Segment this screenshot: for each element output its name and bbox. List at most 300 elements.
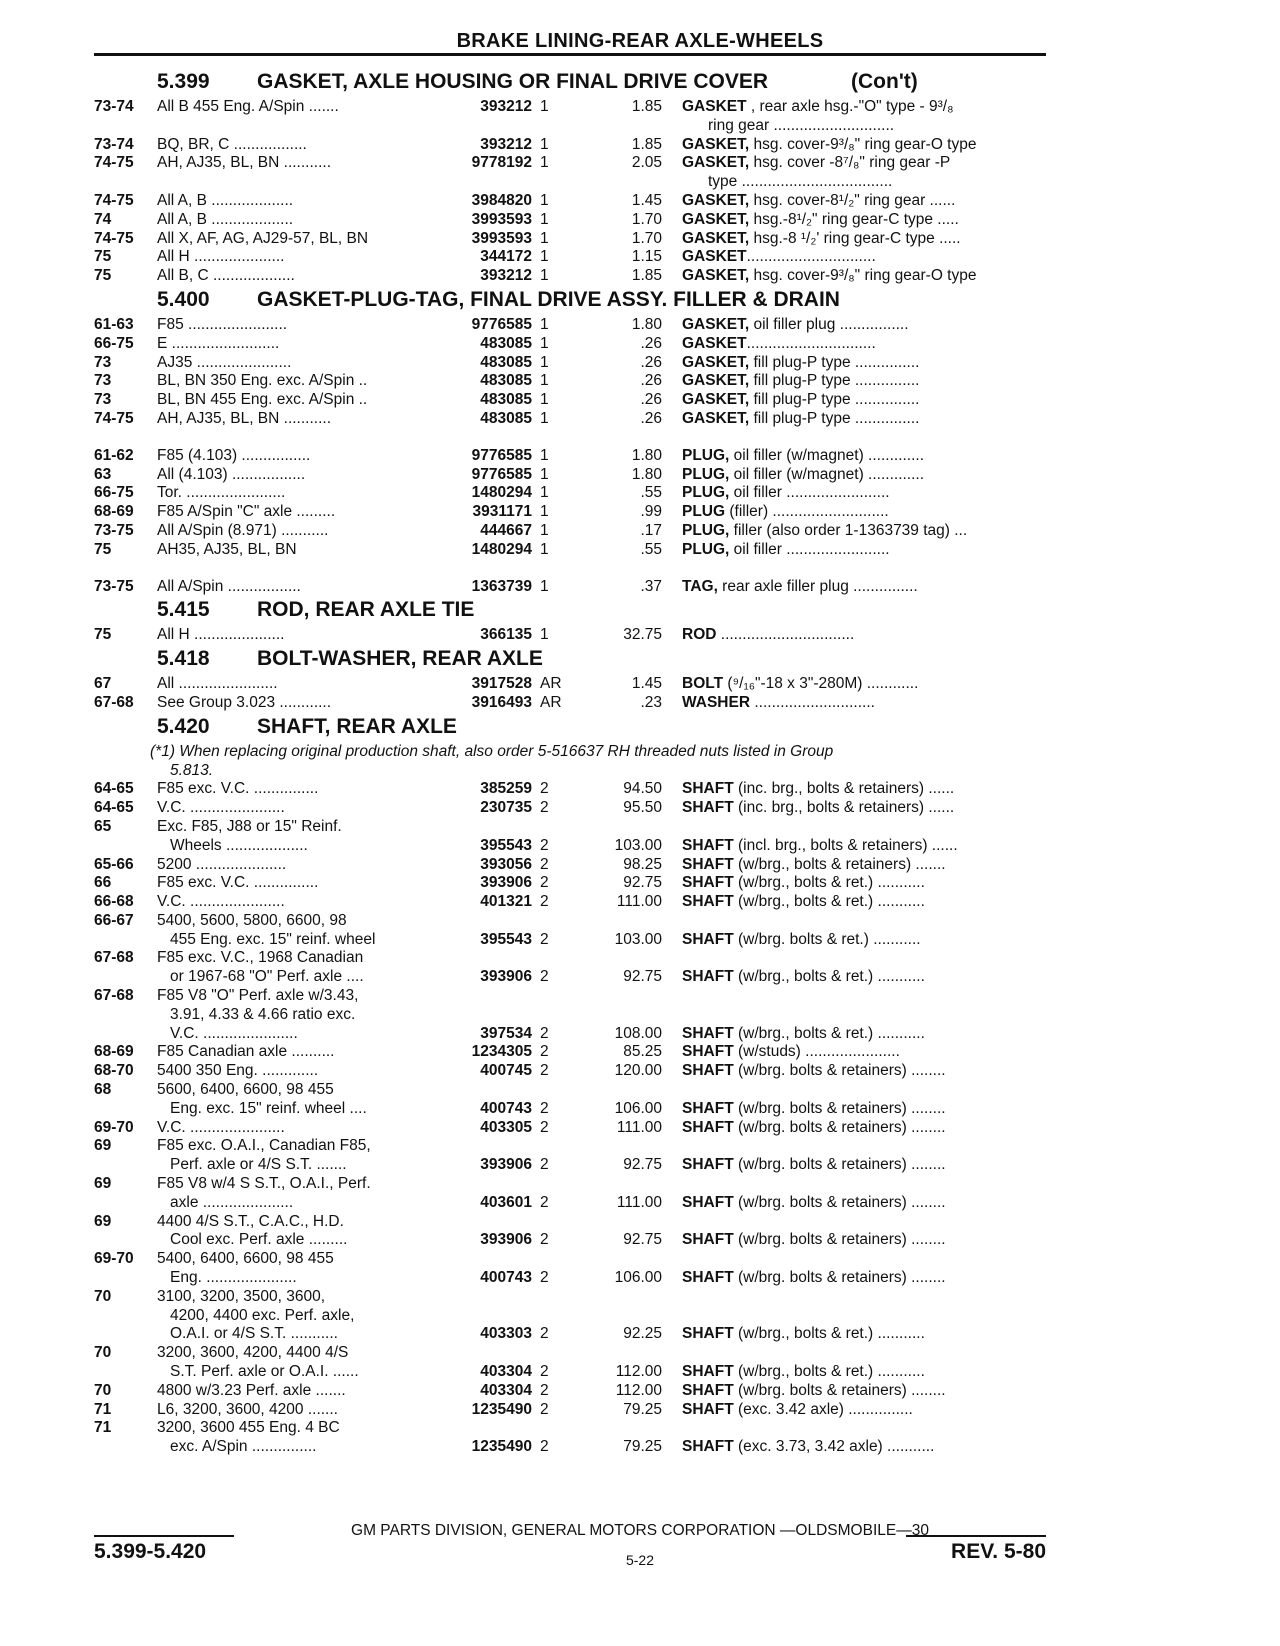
row-line bbox=[0, 1006, 1280, 1025]
application: F85 (4.103) ................ bbox=[157, 446, 311, 464]
row-line bbox=[0, 1269, 1280, 1288]
part-row bbox=[0, 987, 1280, 1043]
part-row bbox=[0, 1288, 1280, 1344]
description bbox=[682, 1119, 1046, 1138]
row-line bbox=[0, 466, 1280, 485]
application: 4200, 4400 exc. Perf. axle, bbox=[170, 1306, 355, 1324]
description-text: oil filler ........................ bbox=[729, 540, 890, 558]
price: 1.80 bbox=[631, 446, 662, 464]
description bbox=[682, 1269, 1046, 1288]
row-line bbox=[0, 117, 1280, 136]
part-row bbox=[0, 799, 1280, 818]
application: 5400 350 Eng. ............. bbox=[157, 1062, 319, 1080]
application: All A, B ................... bbox=[157, 191, 294, 209]
part-row bbox=[0, 211, 1280, 230]
part-name: SHAFT bbox=[682, 930, 734, 948]
footer-revision: REV. 5-80 bbox=[951, 1540, 1046, 1563]
part-row bbox=[0, 522, 1280, 541]
year-range: 71 bbox=[94, 1400, 112, 1418]
description-text: (w/brg. bolts & retainers) ........ bbox=[733, 1156, 946, 1174]
quantity: 1 bbox=[540, 267, 549, 285]
part-name: GASKET, bbox=[682, 210, 750, 228]
part-name: SHAFT bbox=[682, 1269, 734, 1287]
part-row bbox=[0, 136, 1280, 155]
row-line bbox=[0, 987, 1280, 1006]
application: axle ..................... bbox=[170, 1193, 294, 1211]
description bbox=[682, 1231, 1046, 1250]
part-row bbox=[0, 372, 1280, 391]
part-number: 444667 bbox=[480, 521, 532, 539]
part-number: 483085 bbox=[480, 353, 532, 371]
price: .37 bbox=[640, 577, 662, 595]
part-row bbox=[0, 1401, 1280, 1420]
application: 5200 ..................... bbox=[157, 855, 287, 873]
quantity: 1 bbox=[540, 154, 549, 172]
row-line bbox=[0, 626, 1280, 645]
description-text: fill plug-P type ............... bbox=[749, 372, 920, 390]
part-row bbox=[0, 98, 1280, 136]
part-number: 403305 bbox=[480, 1118, 532, 1136]
part-name: GASKET, bbox=[682, 391, 750, 409]
part-row bbox=[0, 1175, 1280, 1213]
year-range: 71 bbox=[94, 1419, 112, 1437]
application: 3100, 3200, 3500, 3600, bbox=[157, 1287, 326, 1305]
description-text: (filler) ........................... bbox=[725, 503, 889, 521]
price: 106.00 bbox=[614, 1099, 662, 1117]
description-text: (w/brg., bolts & ret.) ........... bbox=[733, 1363, 925, 1381]
year-range: 70 bbox=[94, 1344, 112, 1362]
part-row bbox=[0, 675, 1280, 694]
price: 112.00 bbox=[615, 1363, 662, 1381]
description bbox=[682, 354, 1046, 373]
application: Wheels ................... bbox=[170, 836, 308, 854]
description bbox=[682, 503, 1046, 522]
part-row bbox=[0, 267, 1280, 286]
year-range: 67-68 bbox=[94, 949, 134, 967]
description bbox=[682, 230, 1046, 249]
quantity: 1 bbox=[540, 210, 549, 228]
description bbox=[682, 1194, 1046, 1213]
price: 103.00 bbox=[614, 930, 662, 948]
part-name: ROD bbox=[682, 626, 717, 644]
part-row bbox=[0, 447, 1280, 466]
price: 92.75 bbox=[623, 874, 662, 892]
part-number: 1235490 bbox=[471, 1400, 532, 1418]
description-text: hsg. cover-9³/₈" ring gear-O type bbox=[749, 135, 977, 153]
part-number: 1480294 bbox=[471, 540, 532, 558]
part-name: PLUG, bbox=[682, 446, 730, 464]
application: L6, 3200, 3600, 4200 ....... bbox=[157, 1400, 338, 1418]
application: V.C. ...................... bbox=[157, 1118, 285, 1136]
part-name: BOLT bbox=[682, 675, 724, 693]
part-number: 3931171 bbox=[472, 503, 532, 521]
part-name: PLUG bbox=[682, 503, 726, 521]
description bbox=[682, 578, 1046, 597]
part-number: 483085 bbox=[480, 334, 532, 352]
quantity: 2 bbox=[540, 799, 549, 817]
price: 92.25 bbox=[623, 1325, 662, 1343]
part-number: 403303 bbox=[480, 1325, 532, 1343]
description-text: (w/brg., bolts & ret.) ........... bbox=[733, 893, 925, 911]
row-line bbox=[0, 837, 1280, 856]
description bbox=[682, 484, 1046, 503]
quantity: 1 bbox=[540, 391, 549, 409]
part-row bbox=[0, 1382, 1280, 1401]
price: 92.75 bbox=[623, 968, 662, 986]
year-range: 69 bbox=[94, 1137, 112, 1155]
price: 1.15 bbox=[631, 248, 662, 266]
description-text: hsg.-8¹/₂" ring gear-C type ..... bbox=[749, 210, 959, 228]
year-range: 74-75 bbox=[94, 191, 134, 209]
row-line bbox=[0, 211, 1280, 230]
row-line bbox=[0, 1382, 1280, 1401]
row-line bbox=[0, 335, 1280, 354]
part-number: 3917528 bbox=[471, 675, 532, 693]
description bbox=[682, 893, 1046, 912]
row-line bbox=[0, 1119, 1280, 1138]
part-name: SHAFT bbox=[682, 1381, 734, 1399]
application: See Group 3.023 ............ bbox=[157, 693, 332, 711]
price: 1.80 bbox=[631, 315, 662, 333]
row-line bbox=[0, 675, 1280, 694]
description-text: fill plug-P type ............... bbox=[749, 409, 920, 427]
year-range: 66 bbox=[94, 874, 112, 892]
price: 1.45 bbox=[631, 191, 662, 209]
application: 3200, 3600 455 Eng. 4 BC bbox=[157, 1419, 340, 1437]
quantity: 1 bbox=[540, 503, 549, 521]
part-number: 395543 bbox=[480, 836, 532, 854]
description-text: ............................... bbox=[716, 626, 855, 644]
row-line bbox=[0, 1194, 1280, 1213]
row-line bbox=[0, 856, 1280, 875]
price: 1.85 bbox=[631, 98, 662, 115]
year-range: 69 bbox=[94, 1175, 112, 1193]
price: 32.75 bbox=[623, 626, 662, 644]
description bbox=[682, 248, 1046, 267]
quantity: 1 bbox=[540, 334, 549, 352]
part-row bbox=[0, 1062, 1280, 1081]
row-line bbox=[0, 354, 1280, 373]
quantity: 1 bbox=[540, 540, 549, 558]
part-row bbox=[0, 874, 1280, 893]
section-header bbox=[0, 286, 1280, 316]
description bbox=[682, 675, 1046, 694]
part-number: 1234305 bbox=[471, 1043, 532, 1061]
row-line bbox=[0, 316, 1280, 335]
section-title: BOLT-WASHER, REAR AXLE bbox=[257, 647, 543, 671]
description-text: (exc. 3.73, 3.42 axle) ........... bbox=[733, 1438, 935, 1456]
row-line bbox=[0, 893, 1280, 912]
row-line bbox=[0, 136, 1280, 155]
part-row bbox=[0, 1419, 1280, 1457]
description bbox=[682, 316, 1046, 335]
description-text: oil filler (w/magnet) ............. bbox=[729, 446, 925, 464]
description bbox=[682, 391, 1046, 410]
year-range: 70 bbox=[94, 1287, 112, 1305]
application: F85 Canadian axle .......... bbox=[157, 1043, 335, 1061]
year-range: 73 bbox=[94, 372, 112, 390]
part-number: 230735 bbox=[480, 799, 532, 817]
description bbox=[682, 968, 1046, 987]
part-row bbox=[0, 578, 1280, 597]
row-line bbox=[0, 1288, 1280, 1307]
part-row bbox=[0, 230, 1280, 249]
part-number: 400743 bbox=[480, 1269, 532, 1287]
price: .26 bbox=[640, 409, 662, 427]
row-line bbox=[0, 1363, 1280, 1382]
part-number: 483085 bbox=[480, 409, 532, 427]
quantity: 2 bbox=[540, 1325, 549, 1343]
part-number: 483085 bbox=[480, 391, 532, 409]
year-range: 68-69 bbox=[94, 1043, 134, 1061]
part-row bbox=[0, 1043, 1280, 1062]
description bbox=[682, 799, 1046, 818]
application: F85 exc. V.C. ............... bbox=[157, 780, 319, 798]
description-text: filler (also order 1-1363739 tag) ... bbox=[729, 521, 968, 539]
row-line bbox=[0, 1081, 1280, 1100]
section-title: GASKET, AXLE HOUSING OR FINAL DRIVE COVER bbox=[257, 70, 769, 93]
row-line bbox=[0, 931, 1280, 950]
description-text: (w/brg., bolts & ret.) ........... bbox=[733, 1325, 925, 1343]
price: 112.00 bbox=[615, 1381, 662, 1399]
description-text: rear axle filler plug ............... bbox=[717, 577, 918, 595]
description-text: fill plug-P type ............... bbox=[749, 353, 920, 371]
quantity: 2 bbox=[540, 1156, 549, 1174]
part-name: SHAFT bbox=[682, 1099, 734, 1117]
description-text: (w/brg. bolts & retainers) ........ bbox=[733, 1193, 946, 1211]
description-text: (inc. brg., bolts & retainers) ...... bbox=[733, 780, 955, 798]
quantity: 2 bbox=[540, 1231, 549, 1249]
row-line bbox=[0, 1137, 1280, 1156]
part-row bbox=[0, 410, 1280, 429]
description bbox=[682, 410, 1046, 429]
quantity: 2 bbox=[540, 1193, 549, 1211]
row-line bbox=[0, 578, 1280, 597]
price: .26 bbox=[640, 334, 662, 352]
description-text: (inc. brg., bolts & retainers) ...... bbox=[733, 799, 955, 817]
section-header bbox=[0, 713, 1280, 743]
quantity: 2 bbox=[540, 780, 549, 798]
part-row bbox=[0, 354, 1280, 373]
application: F85 ....................... bbox=[157, 315, 288, 333]
row-line bbox=[0, 98, 1280, 117]
row-line bbox=[0, 447, 1280, 466]
description-text: (w/brg. bolts & retainers) ........ bbox=[733, 1118, 946, 1136]
description bbox=[682, 1156, 1046, 1175]
quantity: 1 bbox=[540, 353, 549, 371]
part-name: GASKET bbox=[682, 334, 747, 352]
quantity: 2 bbox=[540, 1363, 549, 1381]
part-number: 9776585 bbox=[471, 465, 532, 483]
part-row bbox=[0, 466, 1280, 485]
application: 455 Eng. exc. 15" reinf. wheel bbox=[170, 930, 376, 948]
part-row bbox=[0, 192, 1280, 211]
part-number: 9776585 bbox=[471, 446, 532, 464]
part-name: GASKET, bbox=[682, 267, 750, 285]
price: 1.85 bbox=[631, 135, 662, 153]
part-row bbox=[0, 391, 1280, 410]
part-row bbox=[0, 1344, 1280, 1382]
row-line bbox=[0, 1401, 1280, 1420]
part-row bbox=[0, 154, 1280, 192]
price: 1.80 bbox=[631, 465, 662, 483]
part-number: 393906 bbox=[480, 1231, 532, 1249]
description-text: (w/brg. bolts & retainers) ........ bbox=[733, 1269, 946, 1287]
part-name: GASKET, bbox=[682, 154, 750, 172]
application: All B 455 Eng. A/Spin ....... bbox=[157, 98, 339, 115]
part-number: 393212 bbox=[480, 267, 532, 285]
description-text: oil filler plug ................ bbox=[749, 315, 909, 333]
year-range: 73-74 bbox=[94, 135, 134, 153]
description-text: hsg.-8 ¹/₂' ring gear-C type ..... bbox=[749, 229, 961, 247]
quantity: 1 bbox=[540, 135, 549, 153]
part-name: GASKET, bbox=[682, 135, 750, 153]
row-line bbox=[0, 410, 1280, 429]
part-row bbox=[0, 626, 1280, 645]
application: or 1967-68 "O" Perf. axle .... bbox=[170, 968, 364, 986]
section-title: SHAFT, REAR AXLE bbox=[257, 714, 457, 738]
description-text: (w/brg. bolts & retainers) ........ bbox=[733, 1099, 946, 1117]
row-line bbox=[0, 1325, 1280, 1344]
description bbox=[682, 154, 1046, 173]
part-number: 393906 bbox=[480, 1156, 532, 1174]
quantity: 2 bbox=[540, 1438, 549, 1456]
application: F85 exc. V.C. ............... bbox=[157, 874, 319, 892]
part-number: 400745 bbox=[480, 1062, 532, 1080]
year-range: 75 bbox=[94, 626, 112, 644]
application: All H ..................... bbox=[157, 248, 285, 266]
part-number: 395543 bbox=[480, 930, 532, 948]
part-row bbox=[0, 248, 1280, 267]
description bbox=[682, 626, 1046, 645]
application: Perf. axle or 4/S S.T. ....... bbox=[170, 1156, 347, 1174]
part-name: GASKET, bbox=[682, 229, 750, 247]
price: 111.00 bbox=[616, 1193, 662, 1211]
section-title: ROD, REAR AXLE TIE bbox=[257, 598, 475, 622]
price: 111.00 bbox=[616, 1118, 662, 1136]
year-range: 69-70 bbox=[94, 1118, 134, 1136]
application: V.C. ...................... bbox=[157, 799, 285, 817]
year-range: 68-70 bbox=[94, 1062, 134, 1080]
application: O.A.I. or 4/S S.T. ........... bbox=[170, 1325, 338, 1343]
application: All B, C ................... bbox=[157, 267, 295, 285]
description-text: (exc. 3.42 axle) ............... bbox=[733, 1400, 913, 1418]
part-name: GASKET, bbox=[682, 409, 750, 427]
row-line bbox=[0, 912, 1280, 931]
part-name: PLUG, bbox=[682, 484, 730, 502]
part-row bbox=[0, 1213, 1280, 1251]
application: 3.91, 4.33 & 4.66 ratio exc. bbox=[170, 1005, 356, 1023]
application: S.T. Perf. axle or O.A.I. ...... bbox=[170, 1363, 359, 1381]
application: All A, B ................... bbox=[157, 210, 294, 228]
row-line bbox=[0, 1156, 1280, 1175]
application: AH, AJ35, BL, BN ........... bbox=[157, 409, 332, 427]
year-range: 74-75 bbox=[94, 409, 134, 427]
description bbox=[682, 136, 1046, 155]
description-text: hsg. cover-9³/₈" ring gear-O type bbox=[749, 267, 977, 285]
row-line bbox=[0, 799, 1280, 818]
description-text: .............................. bbox=[746, 248, 876, 266]
application: BL, BN 455 Eng. exc. A/Spin .. bbox=[157, 391, 368, 409]
part-number: 403601 bbox=[480, 1193, 532, 1211]
price: .23 bbox=[640, 693, 662, 711]
application: Eng. ..................... bbox=[170, 1269, 297, 1287]
description-text: (⁹/₁₆"-18 x 3"-280M) ............ bbox=[723, 675, 919, 693]
description-text: oil filler ........................ bbox=[729, 484, 890, 502]
price: .55 bbox=[640, 540, 662, 558]
description bbox=[682, 1100, 1046, 1119]
row-line bbox=[0, 949, 1280, 968]
quantity: 2 bbox=[540, 930, 549, 948]
row-line bbox=[0, 1250, 1280, 1269]
description-continued: ring gear ............................ bbox=[708, 116, 895, 134]
quantity: 2 bbox=[540, 874, 549, 892]
part-name: SHAFT bbox=[682, 1118, 734, 1136]
application: F85 A/Spin "C" axle ......... bbox=[157, 503, 336, 521]
row-line bbox=[0, 541, 1280, 560]
part-number: 400743 bbox=[480, 1099, 532, 1117]
row-line bbox=[0, 694, 1280, 713]
year-range: 74-75 bbox=[94, 229, 134, 247]
section-number: 5.420 bbox=[157, 714, 210, 738]
year-range: 68 bbox=[94, 1081, 112, 1099]
application: Eng. exc. 15" reinf. wheel .... bbox=[170, 1099, 367, 1117]
description-text: hsg. cover -8⁷/₈" ring gear -P bbox=[749, 154, 951, 172]
part-number: 403304 bbox=[480, 1381, 532, 1399]
note-line bbox=[0, 762, 1280, 781]
quantity: 1 bbox=[540, 248, 549, 266]
description bbox=[682, 1062, 1046, 1081]
part-name: GASKET, bbox=[682, 372, 750, 390]
application: 3200, 3600, 4200, 4400 4/S bbox=[157, 1344, 349, 1362]
part-row bbox=[0, 484, 1280, 503]
part-name: GASKET, bbox=[682, 353, 750, 371]
part-name: PLUG, bbox=[682, 465, 730, 483]
part-row bbox=[0, 316, 1280, 335]
year-range: 73 bbox=[94, 353, 112, 371]
application: exc. A/Spin ............... bbox=[170, 1438, 317, 1456]
part-row bbox=[0, 893, 1280, 912]
note-text: (*1) When replacing original production shaft, also order 5-516637 RH threaded nuts listed in Group bbox=[150, 742, 834, 760]
part-number: 401321 bbox=[480, 893, 532, 911]
description bbox=[682, 372, 1046, 391]
year-range: 73-74 bbox=[94, 98, 134, 115]
description bbox=[682, 1363, 1046, 1382]
row-line bbox=[0, 1213, 1280, 1232]
description bbox=[682, 780, 1046, 799]
section-number: 5.415 bbox=[157, 598, 210, 622]
section-number: 5.400 bbox=[157, 287, 210, 311]
row-line bbox=[0, 192, 1280, 211]
row-line bbox=[0, 391, 1280, 410]
part-name: SHAFT bbox=[682, 893, 734, 911]
year-range: 75 bbox=[94, 248, 112, 266]
part-name: PLUG, bbox=[682, 540, 730, 558]
application: All A/Spin (8.971) ........... bbox=[157, 521, 329, 539]
quantity: 1 bbox=[540, 577, 549, 595]
price: 103.00 bbox=[614, 836, 662, 854]
row-line bbox=[0, 1043, 1280, 1062]
application: 5400, 5600, 5800, 6600, 98 bbox=[157, 911, 347, 929]
section-number: 5.418 bbox=[157, 647, 210, 671]
price: 108.00 bbox=[614, 1024, 662, 1042]
part-name: SHAFT bbox=[682, 780, 734, 798]
part-row bbox=[0, 335, 1280, 354]
price: .99 bbox=[640, 503, 662, 521]
part-name: TAG, bbox=[682, 577, 718, 595]
description bbox=[682, 447, 1046, 466]
part-number: 9778192 bbox=[471, 154, 532, 172]
